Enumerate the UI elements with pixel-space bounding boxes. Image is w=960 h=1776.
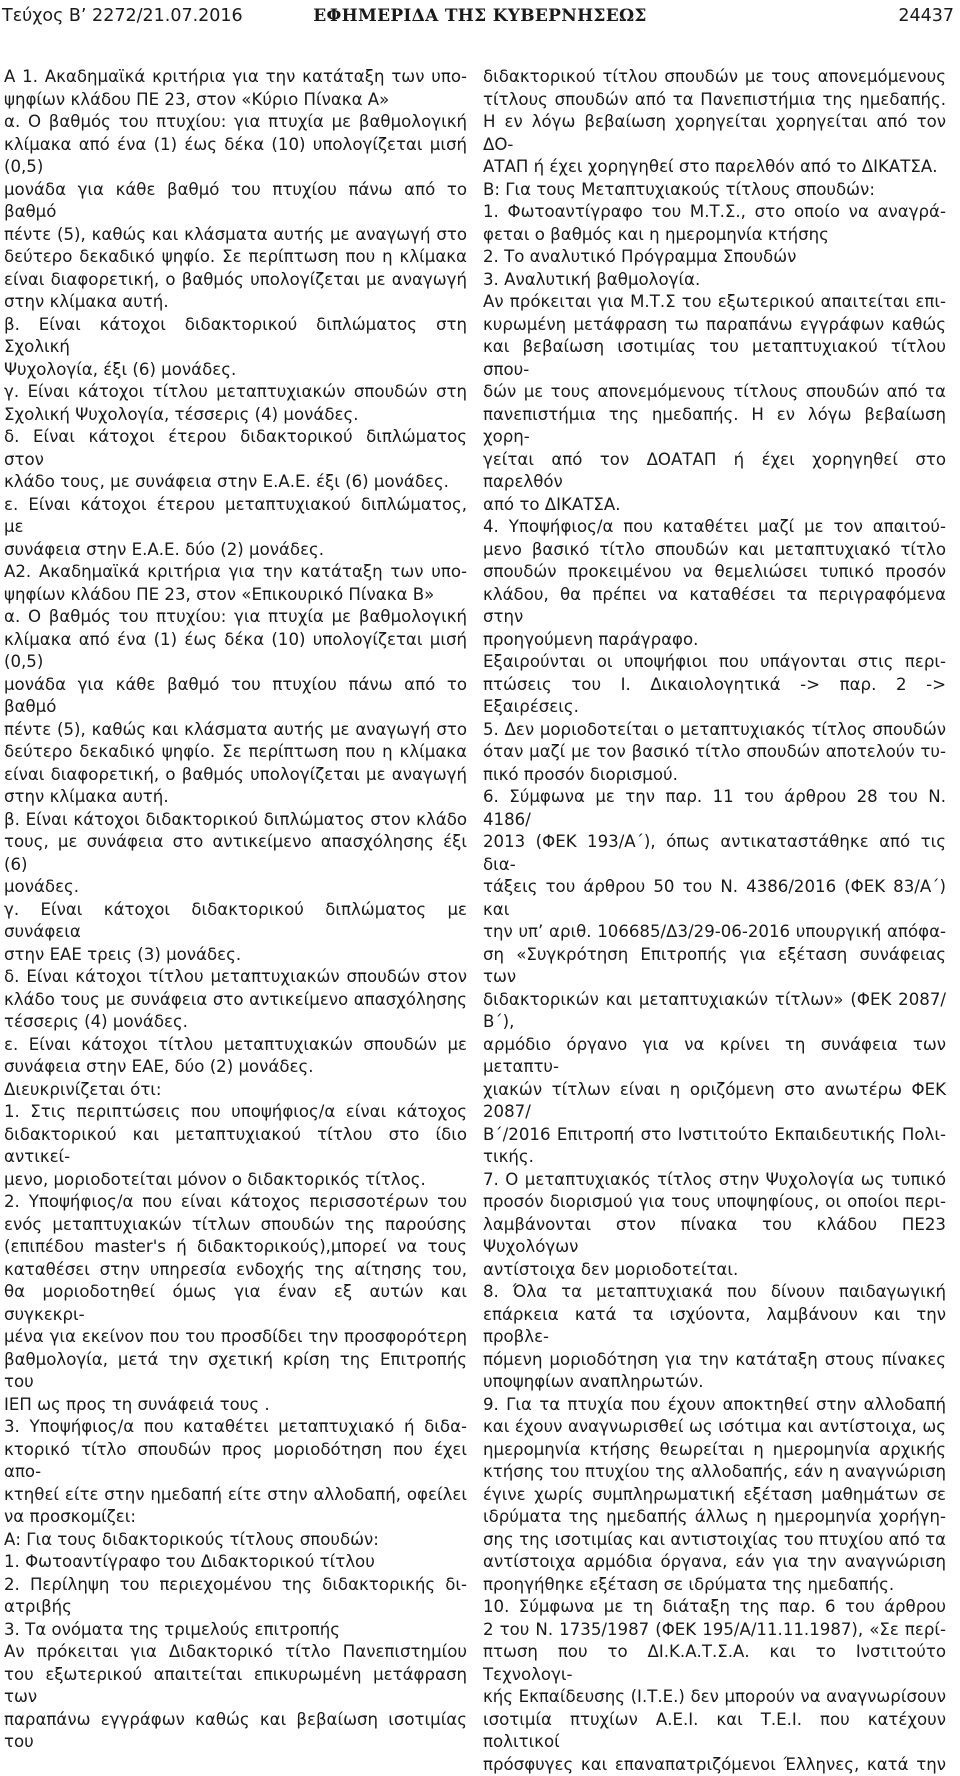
text-line: χιακών τίτλων είναι η οριζόμενη στο ανωτέρω ΦΕΚ 2087/ xyxy=(483,1079,946,1124)
text-line: πτωση που το ΔΙ.Κ.Α.Τ.Σ.Α. και το Ινστιτούτο Τεχνολογι- xyxy=(483,1641,946,1686)
text-line: 2. Περίληψη του περιεχομένου της διδακτορικής δι- xyxy=(4,1574,467,1597)
text-line: κλίμακα από ένα (1) έως δέκα (10) υπολογίζεται μισή (0,5) xyxy=(4,629,467,674)
text-line: 10. Σύμφωνα με τη διάταξη της παρ. 6 του άρθρου xyxy=(483,1596,946,1619)
text-line: 8. Όλα τα μεταπτυχιακά που δίνουν παιδαγωγική xyxy=(483,1281,946,1304)
text-line: κτορικό τίτλο σπουδών προς μοριοδότηση που έχει απο- xyxy=(4,1439,467,1484)
text-line: κλίμακα από ένα (1) έως δέκα (10) υπολογίζεται μισή (0,5) xyxy=(4,134,467,179)
text-line: θα μοριοδοτηθεί όμως για έναν εξ αυτών και συγκεκρι- xyxy=(4,1281,467,1326)
text-line: Β΄/2016 Επιτροπή στο Ινστιτούτο Εκπαιδευτικής Πολι- xyxy=(483,1124,946,1147)
text-line: πέντε (5), καθώς και κλάσματα αυτής με αναγωγή στο xyxy=(4,224,467,247)
text-line: Β: Για τους Μεταπτυχιακούς τίτλους σπουδών: xyxy=(483,179,946,202)
text-line: β. Είναι κάτοχοι διδακτορικού διπλώματος στη Σχολική xyxy=(4,314,467,359)
text-line: ενός μεταπτυχιακών τίτλων σπουδών της παρούσης xyxy=(4,1214,467,1237)
text-line: 1. Φωτοαντίγραφο του Μ.Τ.Σ., στο οποίο να αναγρά- xyxy=(483,201,946,224)
text-line: ΙΕΠ ως προς τη συνάφειά τους . xyxy=(4,1394,467,1417)
text-line: λαμβάνονται στον πίνακα του κλάδου ΠΕ23 Ψυχολόγων xyxy=(483,1214,946,1259)
text-line: 3. Υποψήφιος/α που καταθέτει μεταπτυχιακό ή διδα- xyxy=(4,1416,467,1439)
text-line: μονάδα για κάθε βαθμό του πτυχίου πάνω από το βαθμό xyxy=(4,179,467,224)
text-line: είναι διαφορετική, ο βαθμός υπολογίζεται με αναγωγή xyxy=(4,269,467,292)
text-line: στην κλίμακα αυτή. xyxy=(4,291,467,314)
text-line: τίτλους σπουδών από τα Πανεπιστήμια της ημεδαπής. xyxy=(483,89,946,112)
left-column xyxy=(4,66,467,1754)
text-line: α. Ο βαθμός του πτυχίου: για πτυχία με βαθμολογική xyxy=(4,606,467,629)
text-line: γ. Είναι κάτοχοι τίτλου μεταπτυχιακών σπουδών στη xyxy=(4,381,467,404)
text-line: Διευκρινίζεται ότι: xyxy=(4,1079,467,1102)
text-line: δεύτερο δεκαδικό ψηφίο. Σε περίπτωση που η κλίμακα xyxy=(4,741,467,764)
text-line: παραπάνω εγγράφων καθώς και βεβαίωση ισοτιμίας του xyxy=(4,1709,467,1754)
text-line: πανεπιστήμια της ημεδαπής. Η εν λόγω βεβαίωση χορη- xyxy=(483,404,946,449)
text-line: συνάφεια στην Ε.Α.Ε. δύο (2) μονάδες. xyxy=(4,539,467,562)
text-line: προηγήθηκε εξέταση σε ιδρύματα της ημεδαπής. xyxy=(483,1574,946,1597)
text-line: κλάδο τους με συνάφεια στο αντικείμενο απασχόλησης xyxy=(4,989,467,1012)
text-line: σπουδών προκειμένου να θεμελιώσει τυπικό προσόν xyxy=(483,561,946,584)
text-line: δ. Είναι κάτοχοι τίτλου μεταπτυχιακών σπουδών στον xyxy=(4,966,467,989)
text-line: ιδρύματα της ημεδαπής άλλως η ημερομηνία χορήγη- xyxy=(483,1506,946,1529)
text-line: συνάφεια στην ΕΑΕ, δύο (2) μονάδες. xyxy=(4,1056,467,1079)
text-line: κής Εκπαίδευσης (Ι.Τ.Ε.) δεν μπορούν να αναγνωρίσουν xyxy=(483,1686,946,1709)
text-line: ση «Συγκρότηση Επιτροπής για εξέταση συνάφειας των xyxy=(483,944,946,989)
text-line: δών με τους απονεμόμενους τίτλους σπουδών από τα xyxy=(483,381,946,404)
text-line: καταθέσει στην υπηρεσία ενδοχής της αίτησης του, xyxy=(4,1259,467,1282)
text-line: σης της ισοτιμίας και αντιστοιχίας του πτυχίου από τα xyxy=(483,1529,946,1552)
text-line: έγινε χωρίς συμπληρωματική εξέταση μαθημάτων σε xyxy=(483,1484,946,1507)
text-line: α. Ο βαθμός του πτυχίου: για πτυχία με βαθμολογική xyxy=(4,111,467,134)
text-line: ε. Είναι κάτοχοι τίτλου μεταπτυχιακών σπουδών με xyxy=(4,1034,467,1057)
text-line: 3. Αναλυτική βαθμολογία. xyxy=(483,269,946,292)
text-line: 9. Για τα πτυχία που έχουν αποκτηθεί στην αλλοδαπή xyxy=(483,1394,946,1417)
text-line: 2. Υποψήφιος/α που είναι κάτοχος περισσοτέρων του xyxy=(4,1191,467,1214)
text-line: ατριβής xyxy=(4,1596,467,1619)
text-line: βαθμολογία, μετά την σχετική κρίση της Επιτροπής του xyxy=(4,1349,467,1394)
issue-info: Τεύχος Β’ 2272/21.07.2016 xyxy=(2,5,243,27)
text-line: μενο, μοριοδοτείται μόνον ο διδακτορικός τίτλος. xyxy=(4,1169,467,1192)
text-line: ε. Είναι κάτοχοι έτερου μεταπτυχιακού διπλώματος, με xyxy=(4,494,467,539)
text-line: διδακτορικού τίτλου σπουδών με τους απονεμόμενους xyxy=(483,66,946,89)
text-line: του εξωτερικού απαιτείται επικυρωμένη μετάφραση των xyxy=(4,1664,467,1709)
text-line: δεύτερο δεκαδικό ψηφίο. Σε περίπτωση που η κλίμακα xyxy=(4,246,467,269)
text-line: τους, με συνάφεια στο αντικείμενο απασχόλησης έξι (6) xyxy=(4,831,467,876)
text-line: μένα για εκείνον που του προσδίδει την προσφορότερη xyxy=(4,1326,467,1349)
text-line: επάρκεια κατά τα ισχύοντα, λαμβάνουν και την προβλε- xyxy=(483,1304,946,1349)
text-line: 7. Ο μεταπτυχιακός τίτλος στην Ψυχολογία ως τυπικό xyxy=(483,1169,946,1192)
text-line: πόμενη μοριοδότηση για την κατάταξη στους πίνακες xyxy=(483,1349,946,1372)
text-line: β. Είναι κάτοχοι διδακτορικού διπλώματος στον κλάδο xyxy=(4,809,467,832)
text-line: την υπ’ αριθ. 106685/Δ3/29-06-2016 υπουργική απόφα- xyxy=(483,921,946,944)
text-line: τέσσερις (4) μονάδες. xyxy=(4,1011,467,1034)
text-line: 3. Τα ονόματα της τριμελούς επιτροπής xyxy=(4,1619,467,1642)
text-line: Αν πρόκειται για Διδακτορικό τίτλο Πανεπιστημίου xyxy=(4,1641,467,1664)
text-line: 2 του Ν. 1735/1987 (ΦΕΚ 195/Α/11.11.1987), «Σε περί- xyxy=(483,1619,946,1642)
text-line: και βεβαίωση ισοτιμίας του μεταπτυχιακού τίτλου σπου- xyxy=(483,336,946,381)
text-line: όταν μαζί με τον βασικό τίτλο σπουδών αποτελούν τυ- xyxy=(483,741,946,764)
text-line: ψηφίων κλάδου ΠΕ 23, στον «Επικουρικό Πίνακα Β» xyxy=(4,584,467,607)
text-line: τικής. xyxy=(483,1146,946,1169)
text-line: 1. Φωτοαντίγραφο του Διδακτορικού τίτλου xyxy=(4,1551,467,1574)
text-line: 4. Υποψήφιος/α που καταθέτει μαζί με τον απαιτού- xyxy=(483,516,946,539)
text-line: να προσκομίζει: xyxy=(4,1506,467,1529)
text-line: Α: Για τους διδακτορικούς τίτλους σπουδών: xyxy=(4,1529,467,1552)
text-line: μενο βασικό τίτλο σπουδών και μεταπτυχιακό τίτλο xyxy=(483,539,946,562)
text-line: φεται ο βαθμός και η ημερομηνία κτήσης xyxy=(483,224,946,247)
page-number: 24437 xyxy=(898,5,954,27)
text-line: Η εν λόγω βεβαίωση χορηγείται χορηγείται από τον ΔΟ- xyxy=(483,111,946,156)
text-line: μονάδες. xyxy=(4,876,467,899)
text-line: γείται από τον ΔΟΑΤΑΠ ή έχει χορηγηθεί στο παρελθόν xyxy=(483,449,946,494)
text-line: αντίστοιχα δεν μοριοδοτείται. xyxy=(483,1259,946,1282)
text-line: κλάδου, θα πρέπει να καταθέσει τα περιγραφόμενα στην xyxy=(483,584,946,629)
text-line: 2013 (ΦΕΚ 193/Α΄), όπως αντικαταστάθηκε από τις δια- xyxy=(483,831,946,876)
text-line: πέντε (5), καθώς και κλάσματα αυτής με αναγωγή στο xyxy=(4,719,467,742)
text-line: δ. Είναι κάτοχοι έτερου διδακτορικού διπλώματος στον xyxy=(4,426,467,471)
text-line: 2. Το αναλυτικό Πρόγραμμα Σπουδών xyxy=(483,246,946,269)
text-line: από το ΔΙΚΑΤΣΑ. xyxy=(483,494,946,517)
text-line: υποψηφίων αναπληρωτών. xyxy=(483,1371,946,1394)
text-line: κυρωμένη μετάφραση τω παραπάνω εγγράφων καθώς xyxy=(483,314,946,337)
text-line: μονάδα για κάθε βαθμό του πτυχίου πάνω από το βαθμό xyxy=(4,674,467,719)
text-line: ΑΤΑΠ ή έχει χορηγηθεί στο παρελθόν από το ΔΙΚΑΤΣΑ. xyxy=(483,156,946,179)
text-line: διδακτορικών και μεταπτυχιακών τίτλων» (ΦΕΚ 2087/Β΄), xyxy=(483,989,946,1034)
text-line: ημερομηνία κτήσης θεωρείται η ημερομηνία αρχικής xyxy=(483,1439,946,1462)
text-line: Αν πρόκειται για Μ.Τ.Σ του εξωτερικού απαιτείται επι- xyxy=(483,291,946,314)
text-line: προηγούμενη παράγραφο. xyxy=(483,629,946,652)
text-line: πτώσεις του Ι. Δικαιολογητικά -> παρ. 2 -> Εξαιρέσεις. xyxy=(483,674,946,719)
text-line: (επιπέδου master's ή διδακτορικούς),μπορεί να τους xyxy=(4,1236,467,1259)
page-header xyxy=(0,0,960,44)
text-line: αντίστοιχα αρμόδια όργανα, εάν για την αναγνώριση xyxy=(483,1551,946,1574)
text-line: κλάδο τους, με συνάφεια στην Ε.Α.Ε. έξι (6) μονάδες. xyxy=(4,471,467,494)
text-line: είναι διαφορετική, ο βαθμός υπολογίζεται με αναγωγή xyxy=(4,764,467,787)
text-line: κτηθεί είτε στην ημεδαπή είτε στην αλλοδαπή, οφείλει xyxy=(4,1484,467,1507)
text-line: 1. Στις περιπτώσεις που υποψήφιος/α είναι κάτοχος xyxy=(4,1101,467,1124)
text-line: Ψυχολογία, έξι (6) μονάδες. xyxy=(4,359,467,382)
text-line: στην ΕΑΕ τρεις (3) μονάδες. xyxy=(4,944,467,967)
text-line: διδακτορικού και μεταπτυχιακού τίτλου στο ίδιο αντικεί- xyxy=(4,1124,467,1169)
text-line: Εξαιρούνται οι υποψήφιοι που υπάγονται στις περι- xyxy=(483,651,946,674)
text-line: ψηφίων κλάδου ΠΕ 23, στον «Κύριο Πίνακα Α» xyxy=(4,89,467,112)
text-line: και έχουν αναγνωρισθεί ως ισότιμα και αντίστοιχα, ως xyxy=(483,1416,946,1439)
text-line: Σχολική Ψυχολογία, τέσσερις (4) μονάδες. xyxy=(4,404,467,427)
text-line: γ. Είναι κάτοχοι διδακτορικού διπλώματος με συνάφεια xyxy=(4,899,467,944)
text-line: 5. Δεν μοριοδοτείται ο μεταπτυχιακός τίτλος σπουδών xyxy=(483,719,946,742)
text-line: τάξεις του άρθρου 50 του Ν. 4386/2016 (ΦΕΚ 83/Α΄) και xyxy=(483,876,946,921)
text-line: Α 1. Ακαδημαϊκά κριτήρια για την κατάταξη των υπο- xyxy=(4,66,467,89)
gazette-title: ΕΦΗΜΕΡΙΔΑ ΤΗΣ ΚΥΒΕΡΝΗΣΕΩΣ xyxy=(0,5,960,27)
text-line: στην κλίμακα αυτή. xyxy=(4,786,467,809)
text-line: 6. Σύμφωνα με την παρ. 11 του άρθρου 28 του Ν. 4186/ xyxy=(483,786,946,831)
text-line: αρμόδιο όργανο για να κρίνει τη συνάφεια των μεταπτυ- xyxy=(483,1034,946,1079)
right-column xyxy=(483,66,946,1776)
text-line: προσόν διορισμού για τους υποψηφίους, οι οποίοι περι- xyxy=(483,1191,946,1214)
text-line: πρόσφυγες και επαναπατριζόμενοι Έλληνες, κατά την xyxy=(483,1754,946,1776)
text-line: ισοτιμία πτυχίων Α.Ε.Ι. και Τ.Ε.Ι. που κατέχουν πολιτικοί xyxy=(483,1709,946,1754)
text-line: Α2. Ακαδημαϊκά κριτήρια για την κατάταξη των υπο- xyxy=(4,561,467,584)
text-line: πικό προσόν διορισμού. xyxy=(483,764,946,787)
text-line: κτήσης του πτυχίου της αλλοδαπής, εάν η αναγνώριση xyxy=(483,1461,946,1484)
